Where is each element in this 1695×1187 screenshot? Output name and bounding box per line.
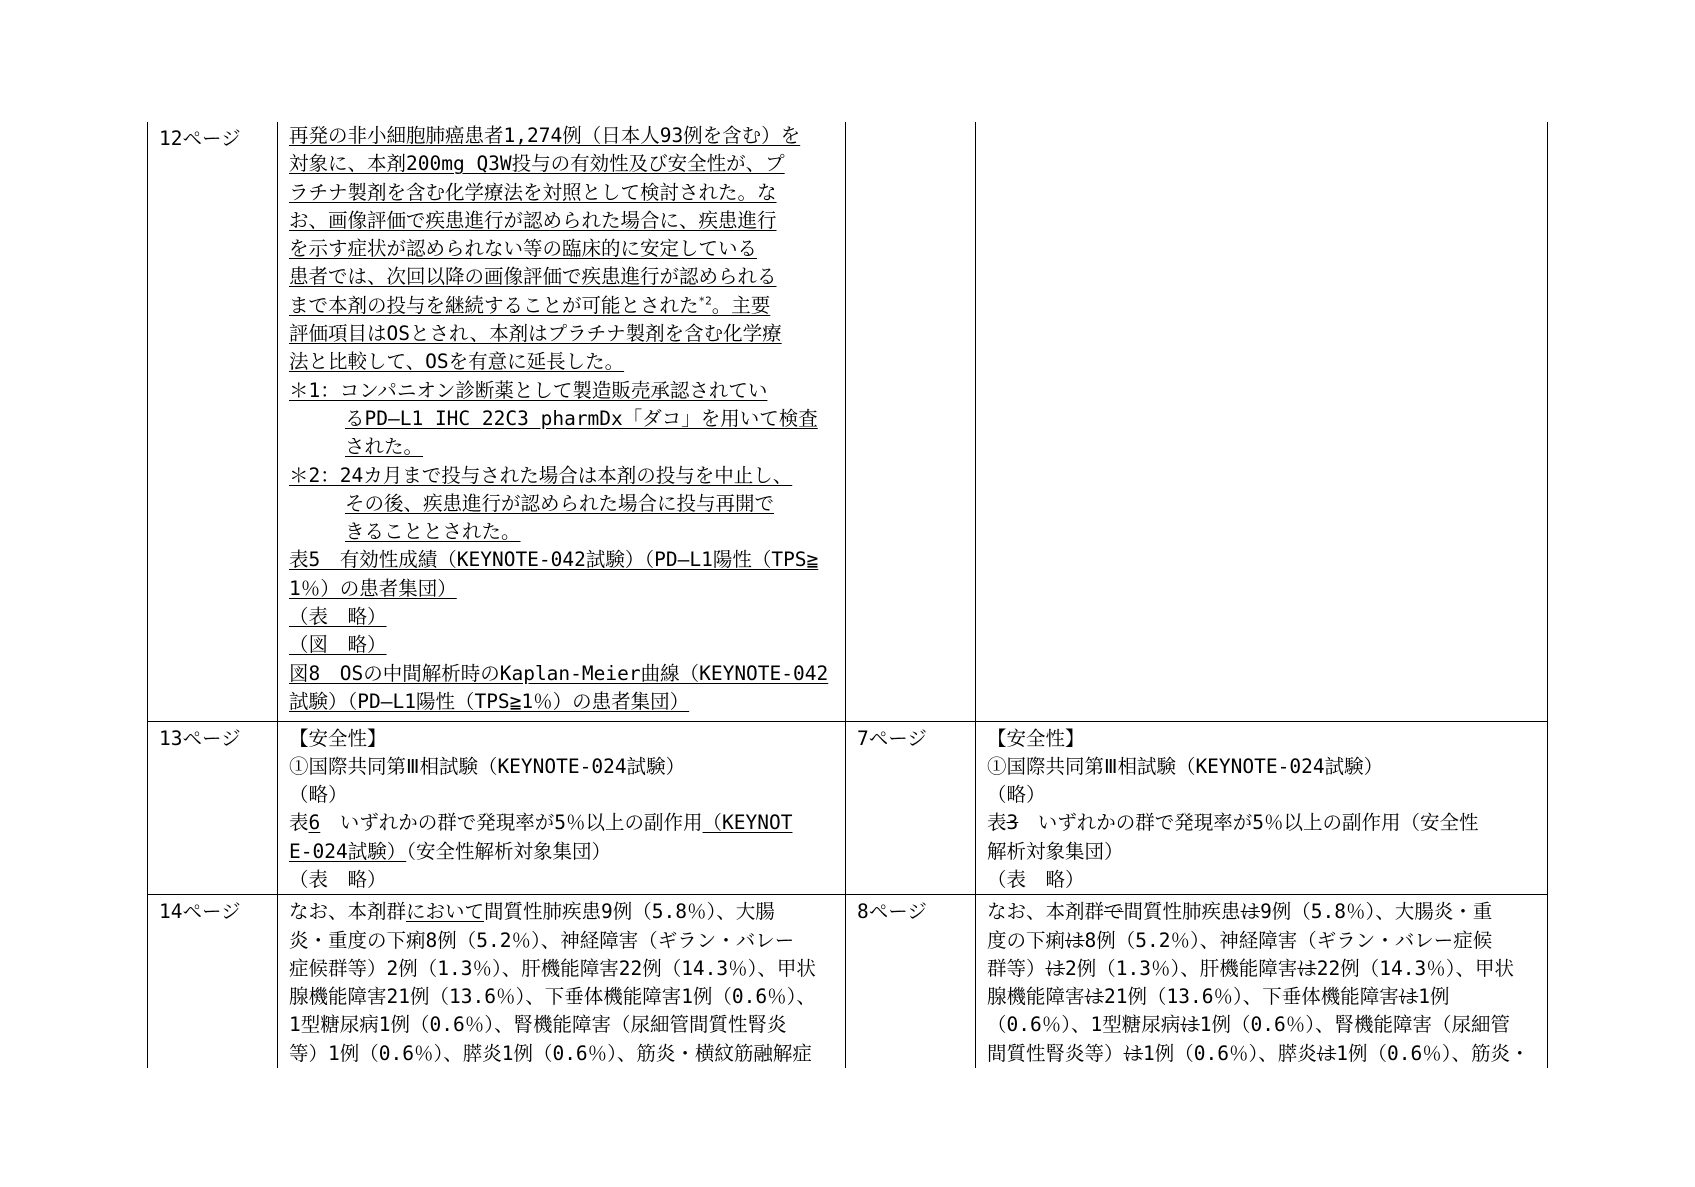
text-line: 患者では、次回以降の画像評価で疾患進行が認められる (289, 265, 777, 289)
text-line (987, 1040, 1536, 1068)
text-line: （表 略） (289, 867, 387, 891)
page-number: 12ページ (159, 127, 241, 150)
text-line: 評価項目はOSとされ、本剤はプラチナ製剤を含む化学療 (289, 322, 782, 346)
text-segment: は (1045, 956, 1066, 980)
text-segment: 22例（14.3％）、甲状 (1316, 956, 1514, 980)
text-line: 1型糖尿病1例（0.6％）、腎機能障害（尿細管間質性腎炎 (289, 1013, 787, 1037)
left-page-cell (148, 895, 278, 1068)
text-segment: 腺機能障害 (987, 985, 1085, 1009)
right-text-cell (976, 122, 1548, 721)
text-segment: は (1180, 1013, 1200, 1037)
text-line (987, 809, 1536, 837)
text-line: を示す症状が認められない等の臨床的に安定している (289, 237, 758, 261)
text-line: ①国際共同第Ⅲ相試験（KEYNOTE-024試験） (289, 754, 686, 778)
text-line: 対象に、本剤200mg Q3W投与の有効性及び安全性が、プ (289, 152, 785, 176)
text-segment: は (1084, 985, 1105, 1009)
text-line: ①国際共同第Ⅲ相試験（KEYNOTE-024試験） (987, 754, 1384, 778)
figure-caption-cont: 試験）（PD―L1陽性（TPS≧1％）の患者集団） (289, 689, 690, 713)
text-line: 炎・重度の下痢8例（5.2％）、神経障害（ギラン・バレー (289, 928, 795, 952)
text-segment: 間質性肺疾患9例（5.8％）、大腸 (484, 900, 775, 924)
text-line: 症候群等）2例（1.3％）、肝機能障害22例（14.3％）、甲状 (289, 956, 816, 980)
right-text-cell (976, 721, 1548, 895)
text-segment: 度の下痢 (987, 928, 1066, 952)
page-number: 13ページ (159, 726, 241, 750)
text-segment: （0.6％）、1型糖尿病 (987, 1013, 1181, 1037)
footnote-1: ＊1：コンパニオン診断薬として製造販売承認されてい (289, 378, 768, 402)
text-segment: で (1104, 900, 1124, 924)
text-segment: 間質性腎炎等） (987, 1041, 1124, 1065)
text-segment: いずれかの群で発現率が5％以上の副作用 (320, 811, 703, 835)
text-line: （略） (987, 783, 1046, 807)
text-line: 腺機能障害21例（13.6％）、下垂体機能障害1例（0.6％）、 (289, 985, 816, 1009)
text-segment: は (1297, 956, 1317, 980)
text-line (289, 898, 834, 926)
text-line (289, 292, 834, 320)
text-segment: 表 (289, 811, 309, 835)
left-text-cell (278, 122, 846, 721)
text-line (987, 955, 1536, 983)
text-line: 解析対象集団） (987, 839, 1124, 863)
text-segment: 1例（0.6％）、腎機能障害（尿細管 (1199, 1013, 1510, 1037)
left-text-cell (278, 721, 846, 895)
table-row (148, 895, 1548, 1068)
text-line (289, 809, 834, 837)
text-segment: 21例（13.6％）、下垂体機能障害 (1104, 985, 1399, 1009)
table-omitted: （表 略） (289, 605, 387, 629)
text-line: ラチナ製剤を含む化学療法を対照として検討された。な (289, 180, 777, 204)
text-segment: 3 (1006, 811, 1019, 835)
footnote-1-cont: された。 (345, 435, 424, 459)
table-caption: 表5 有効性成績（KEYNOTE-042試験）（PD―L1陽性（TPS≧ (289, 548, 819, 572)
table-row (148, 122, 1548, 721)
text-segment: は (1123, 1041, 1144, 1065)
text-segment: 1例（0.6％）、筋炎・ (1336, 1041, 1530, 1065)
footnote-2-cont: きることとされた。 (345, 520, 521, 544)
text-line (987, 927, 1536, 955)
text-segment: は (1240, 900, 1261, 924)
page-number: 8ページ (857, 900, 927, 924)
text-line (289, 838, 834, 866)
text-segment: 2例（1.3％）、肝機能障害 (1065, 956, 1298, 980)
table-caption-cont: 1％）の患者集団） (289, 576, 457, 600)
text-segment: 9例（5.8％）、大腸炎・重 (1260, 900, 1493, 924)
text-segment: 。主要 (711, 293, 771, 317)
text-line: 等）1例（0.6％）、膵炎1例（0.6％）、筋炎・横紋筋融解症 (289, 1041, 812, 1065)
text-segment: 6 (308, 811, 321, 835)
text-segment: において (406, 900, 485, 924)
right-page-cell (846, 721, 976, 895)
figure-caption: 図8 OSの中間解析時のKaplan-Meier曲線（KEYNOTE-042 (289, 661, 829, 685)
text-line: （略） (289, 783, 348, 807)
text-segment: なお、本剤群 (987, 900, 1105, 924)
section-heading: 【安全性】 (289, 726, 387, 750)
text-line (987, 1011, 1536, 1039)
footnote-1-cont: るPD―L1 IHC 22C3 pharmDx「ダコ」を用いて検査 (345, 406, 818, 430)
table-row (148, 721, 1548, 895)
text-line: （表 略） (987, 867, 1085, 891)
left-text-cell (278, 895, 846, 1068)
text-line (987, 898, 1536, 926)
right-page-cell (846, 122, 976, 721)
text-line: お、画像評価で疾患進行が認められた場合に、疾患進行 (289, 208, 777, 232)
text-segment: 1例 (1418, 985, 1450, 1009)
text-segment: E-024試験） (289, 839, 407, 863)
text-segment: （KEYNOT (702, 811, 793, 835)
text-line: 再発の非小細胞肺癌患者1,274例（日本人93例を含む）を (289, 124, 801, 147)
text-segment: は (1316, 1041, 1337, 1065)
text-segment: なお、本剤群 (289, 900, 407, 924)
page-number: 14ページ (159, 900, 241, 924)
text-segment: いずれかの群で発現率が5％以上の副作用（安全性 (1018, 811, 1479, 835)
text-segment: （安全性解析対象集団） (406, 839, 611, 863)
text-segment: 表 (987, 811, 1007, 835)
text-segment: は (1065, 928, 1085, 952)
footnote-2-cont: その後、疾患進行が認められた場合に投与再開で (345, 491, 775, 515)
right-text-cell (976, 895, 1548, 1068)
comparison-table (147, 122, 1548, 1068)
left-page-cell (148, 122, 278, 721)
footnote-2: ＊2：24カ月まで投与された場合は本剤の投与を中止し、 (289, 463, 793, 487)
figure-omitted: （図 略） (289, 633, 387, 657)
text-segment: は (1398, 985, 1419, 1009)
page-number: 7ページ (857, 726, 927, 750)
text-line: 法と比較して、OSを有意に延長した。 (289, 350, 625, 374)
text-segment: 1例（0.6％）、膵炎 (1143, 1041, 1317, 1065)
footnote-ref: *2 (698, 294, 712, 308)
text-segment: 8例（5.2％）、神経障害（ギラン・バレー症候 (1084, 928, 1493, 952)
left-page-cell (148, 721, 278, 895)
text-line (987, 983, 1536, 1011)
text-segment: 間質性肺疾患 (1123, 900, 1241, 924)
section-heading: 【安全性】 (987, 726, 1085, 750)
text-segment: 群等） (987, 956, 1046, 980)
right-page-cell (846, 895, 976, 1068)
text-segment: まで本剤の投与を継続することが可能とされた (289, 293, 699, 317)
